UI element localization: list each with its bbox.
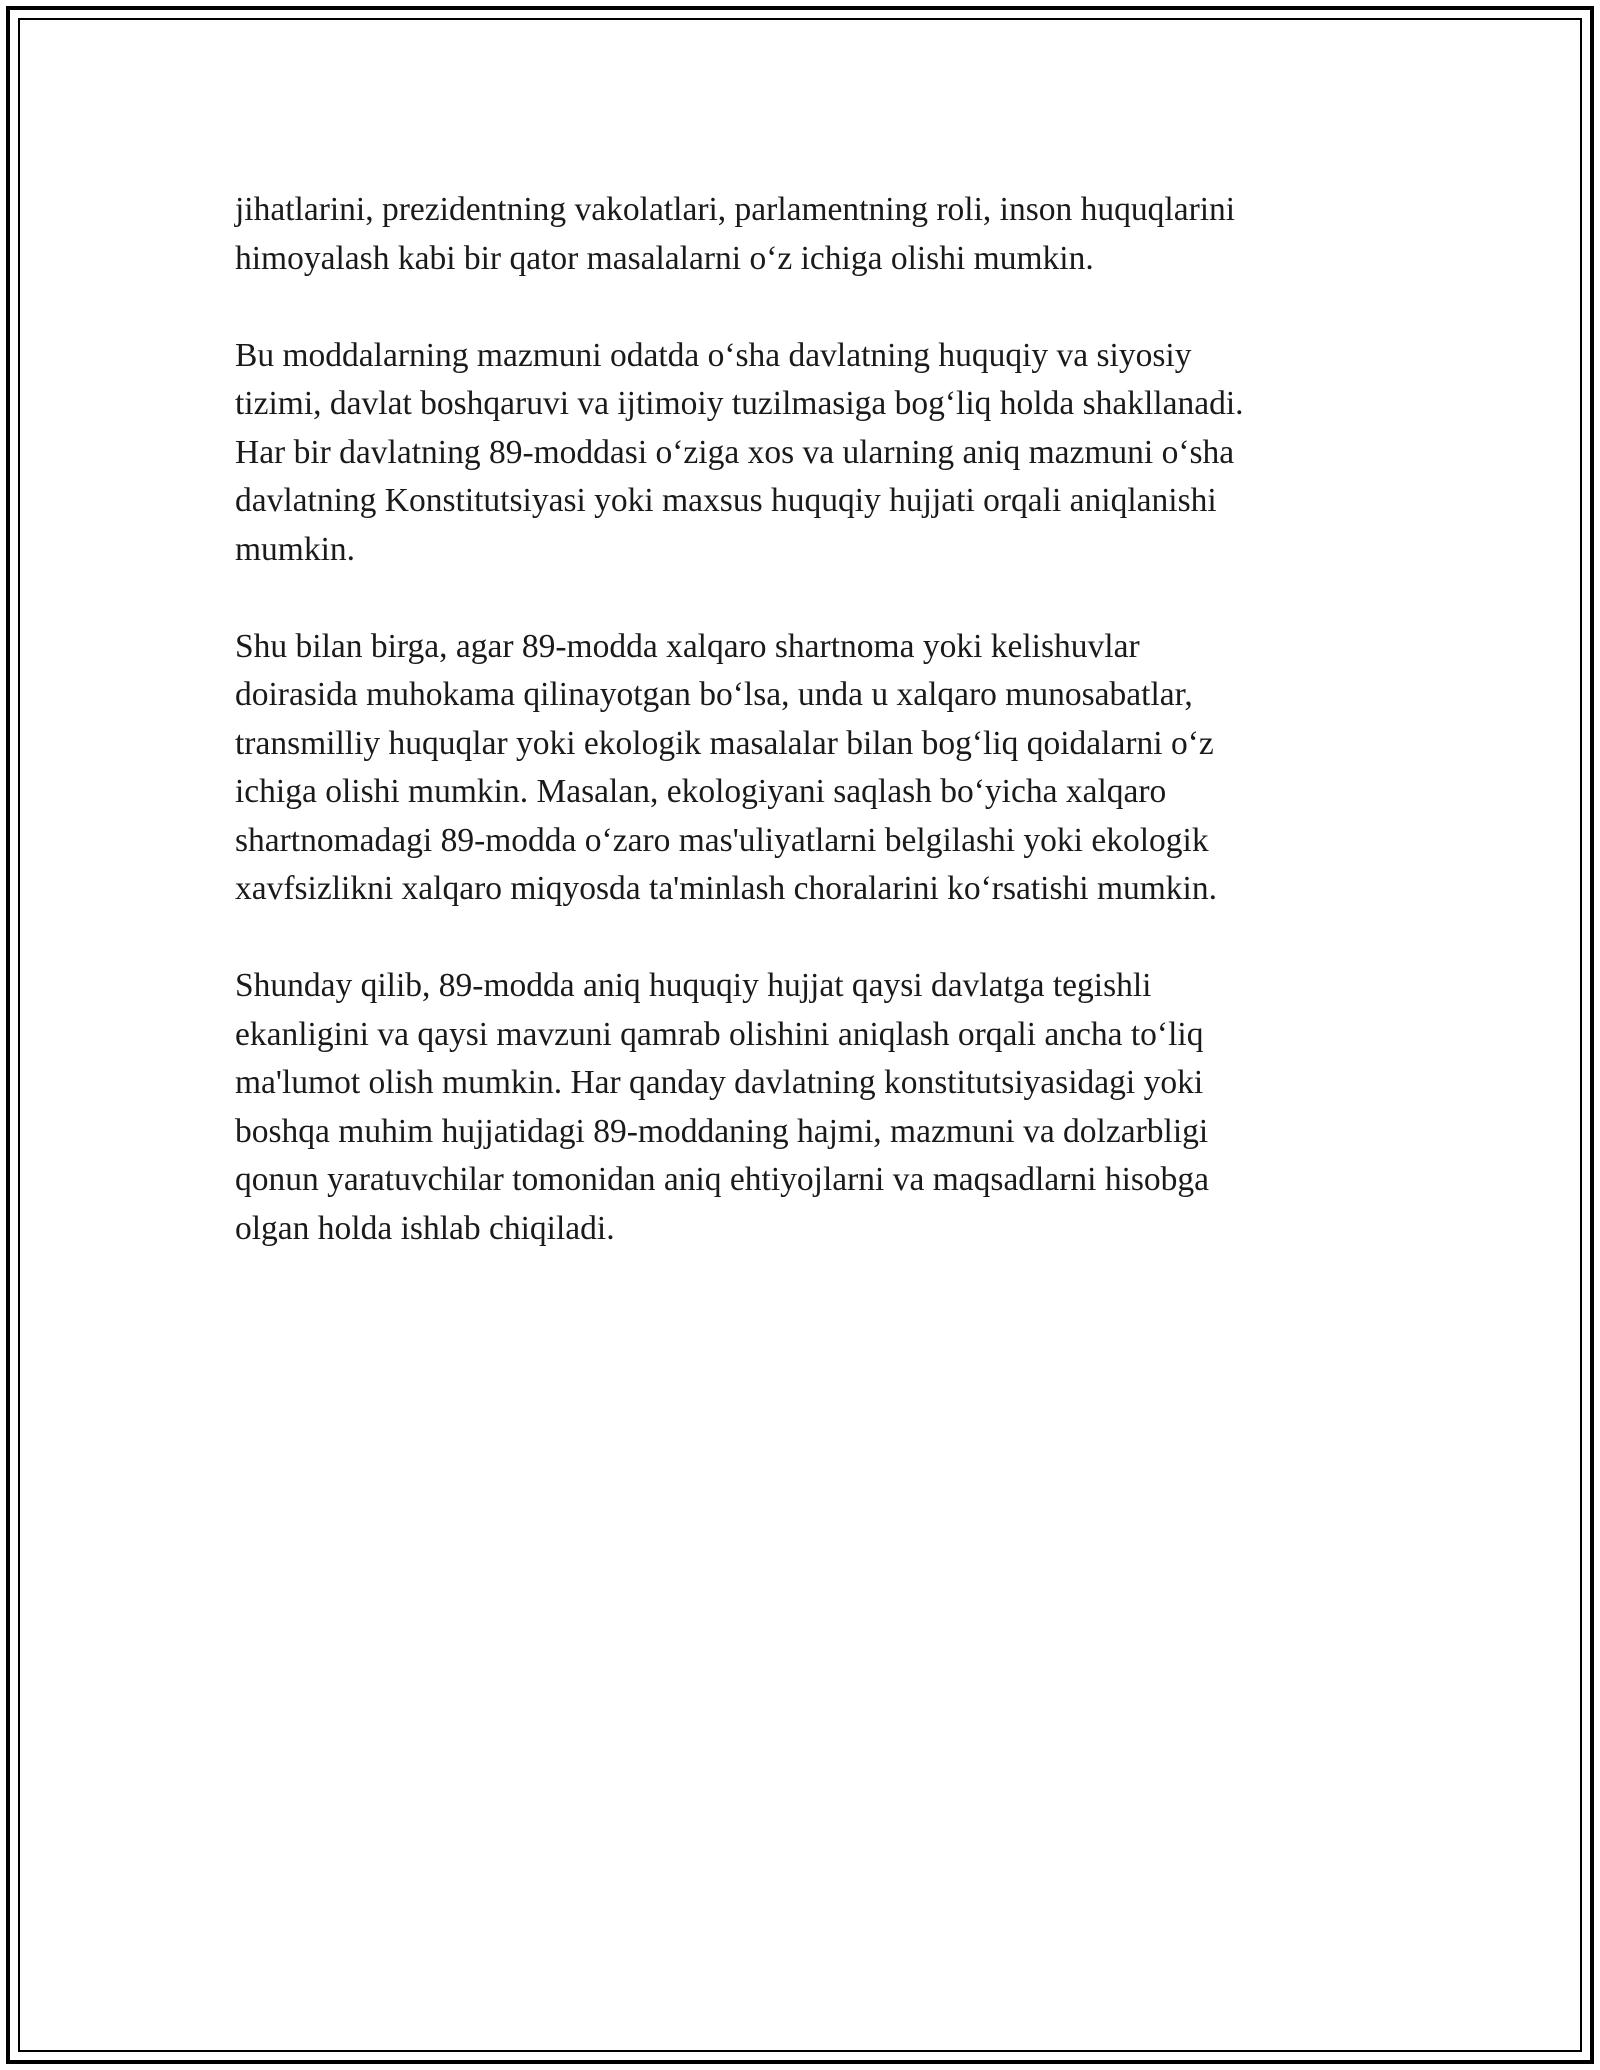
text-line: Shunday qilib, 89-modda aniq huquqiy hujjat qaysi davlatga tegishli — [235, 967, 1152, 1004]
text-line: Bu moddalarning mazmuni odatda o‘sha davlatning huquqiy va siyosiy — [235, 336, 1192, 374]
text-line: boshqa muhim hujjatidagi 89-moddaning hajmi, mazmuni va dolzarbligi — [235, 1112, 1209, 1150]
paragraph-1 — [235, 186, 1365, 283]
paragraph-4 — [235, 962, 1365, 1253]
text-line: qonun yaratuvchilar tomonidan aniq ehtiyojlarni va maqsadlarni hisobga — [235, 1161, 1210, 1198]
paragraph-3 — [235, 623, 1365, 914]
text-line: doirasida muhokama qilinayotgan bo‘lsa, unda u xalqaro munosabatlar, — [235, 676, 1193, 713]
document-body — [235, 186, 1365, 1302]
text-line: mumkin. — [235, 530, 356, 568]
text-line: Shu bilan birga, agar 89-modda xalqaro shartnoma yoki kelishuvlar — [235, 627, 1140, 665]
text-line: ekanligini va qaysi mavzuni qamrab olishini aniqlash orqali ancha to‘liq — [235, 1015, 1204, 1053]
text-line: xavfsizlikni xalqaro miqyosda ta'minlash choralarini ko‘rsatishi mumkin. — [235, 870, 1217, 907]
text-line: himoyalash kabi bir qator masalalarni o‘z ichiga olishi mumkin. — [235, 239, 1094, 277]
paragraph-2 — [235, 332, 1365, 575]
text-line: tizimi, davlat boshqaruvi va ijtimoiy tuzilmasiga bog‘liq holda shakllanadi. — [235, 385, 1244, 422]
text-line: ichiga olishi mumkin. Masalan, ekologiyani saqlash bo‘yicha xalqaro — [235, 773, 1167, 810]
text-line: transmilliy huquqlar yoki ekologik masalalar bilan bog‘liq qoidalarni o‘z — [235, 724, 1214, 762]
text-line: ma'lumot olish mumkin. Har qanday davlatning konstitutsiyasidagi yoki — [235, 1064, 1204, 1101]
text-line: shartnomadagi 89-modda o‘zaro mas'uliyatlarni belgilashi yoki ekologik — [235, 821, 1209, 859]
text-line: Har bir davlatning 89-moddasi o‘ziga xos va ularning aniq mazmuni o‘sha — [235, 433, 1235, 471]
text-line: jihatlarini, prezidentning vakolatlari, parlamentning roli, inson huquqlarini — [235, 191, 1236, 228]
text-line: davlatning Konstitutsiyasi yoki maxsus huquqiy hujjati orqali aniqlanishi — [235, 482, 1217, 519]
text-line: olgan holda ishlab chiqiladi. — [235, 1209, 615, 1247]
